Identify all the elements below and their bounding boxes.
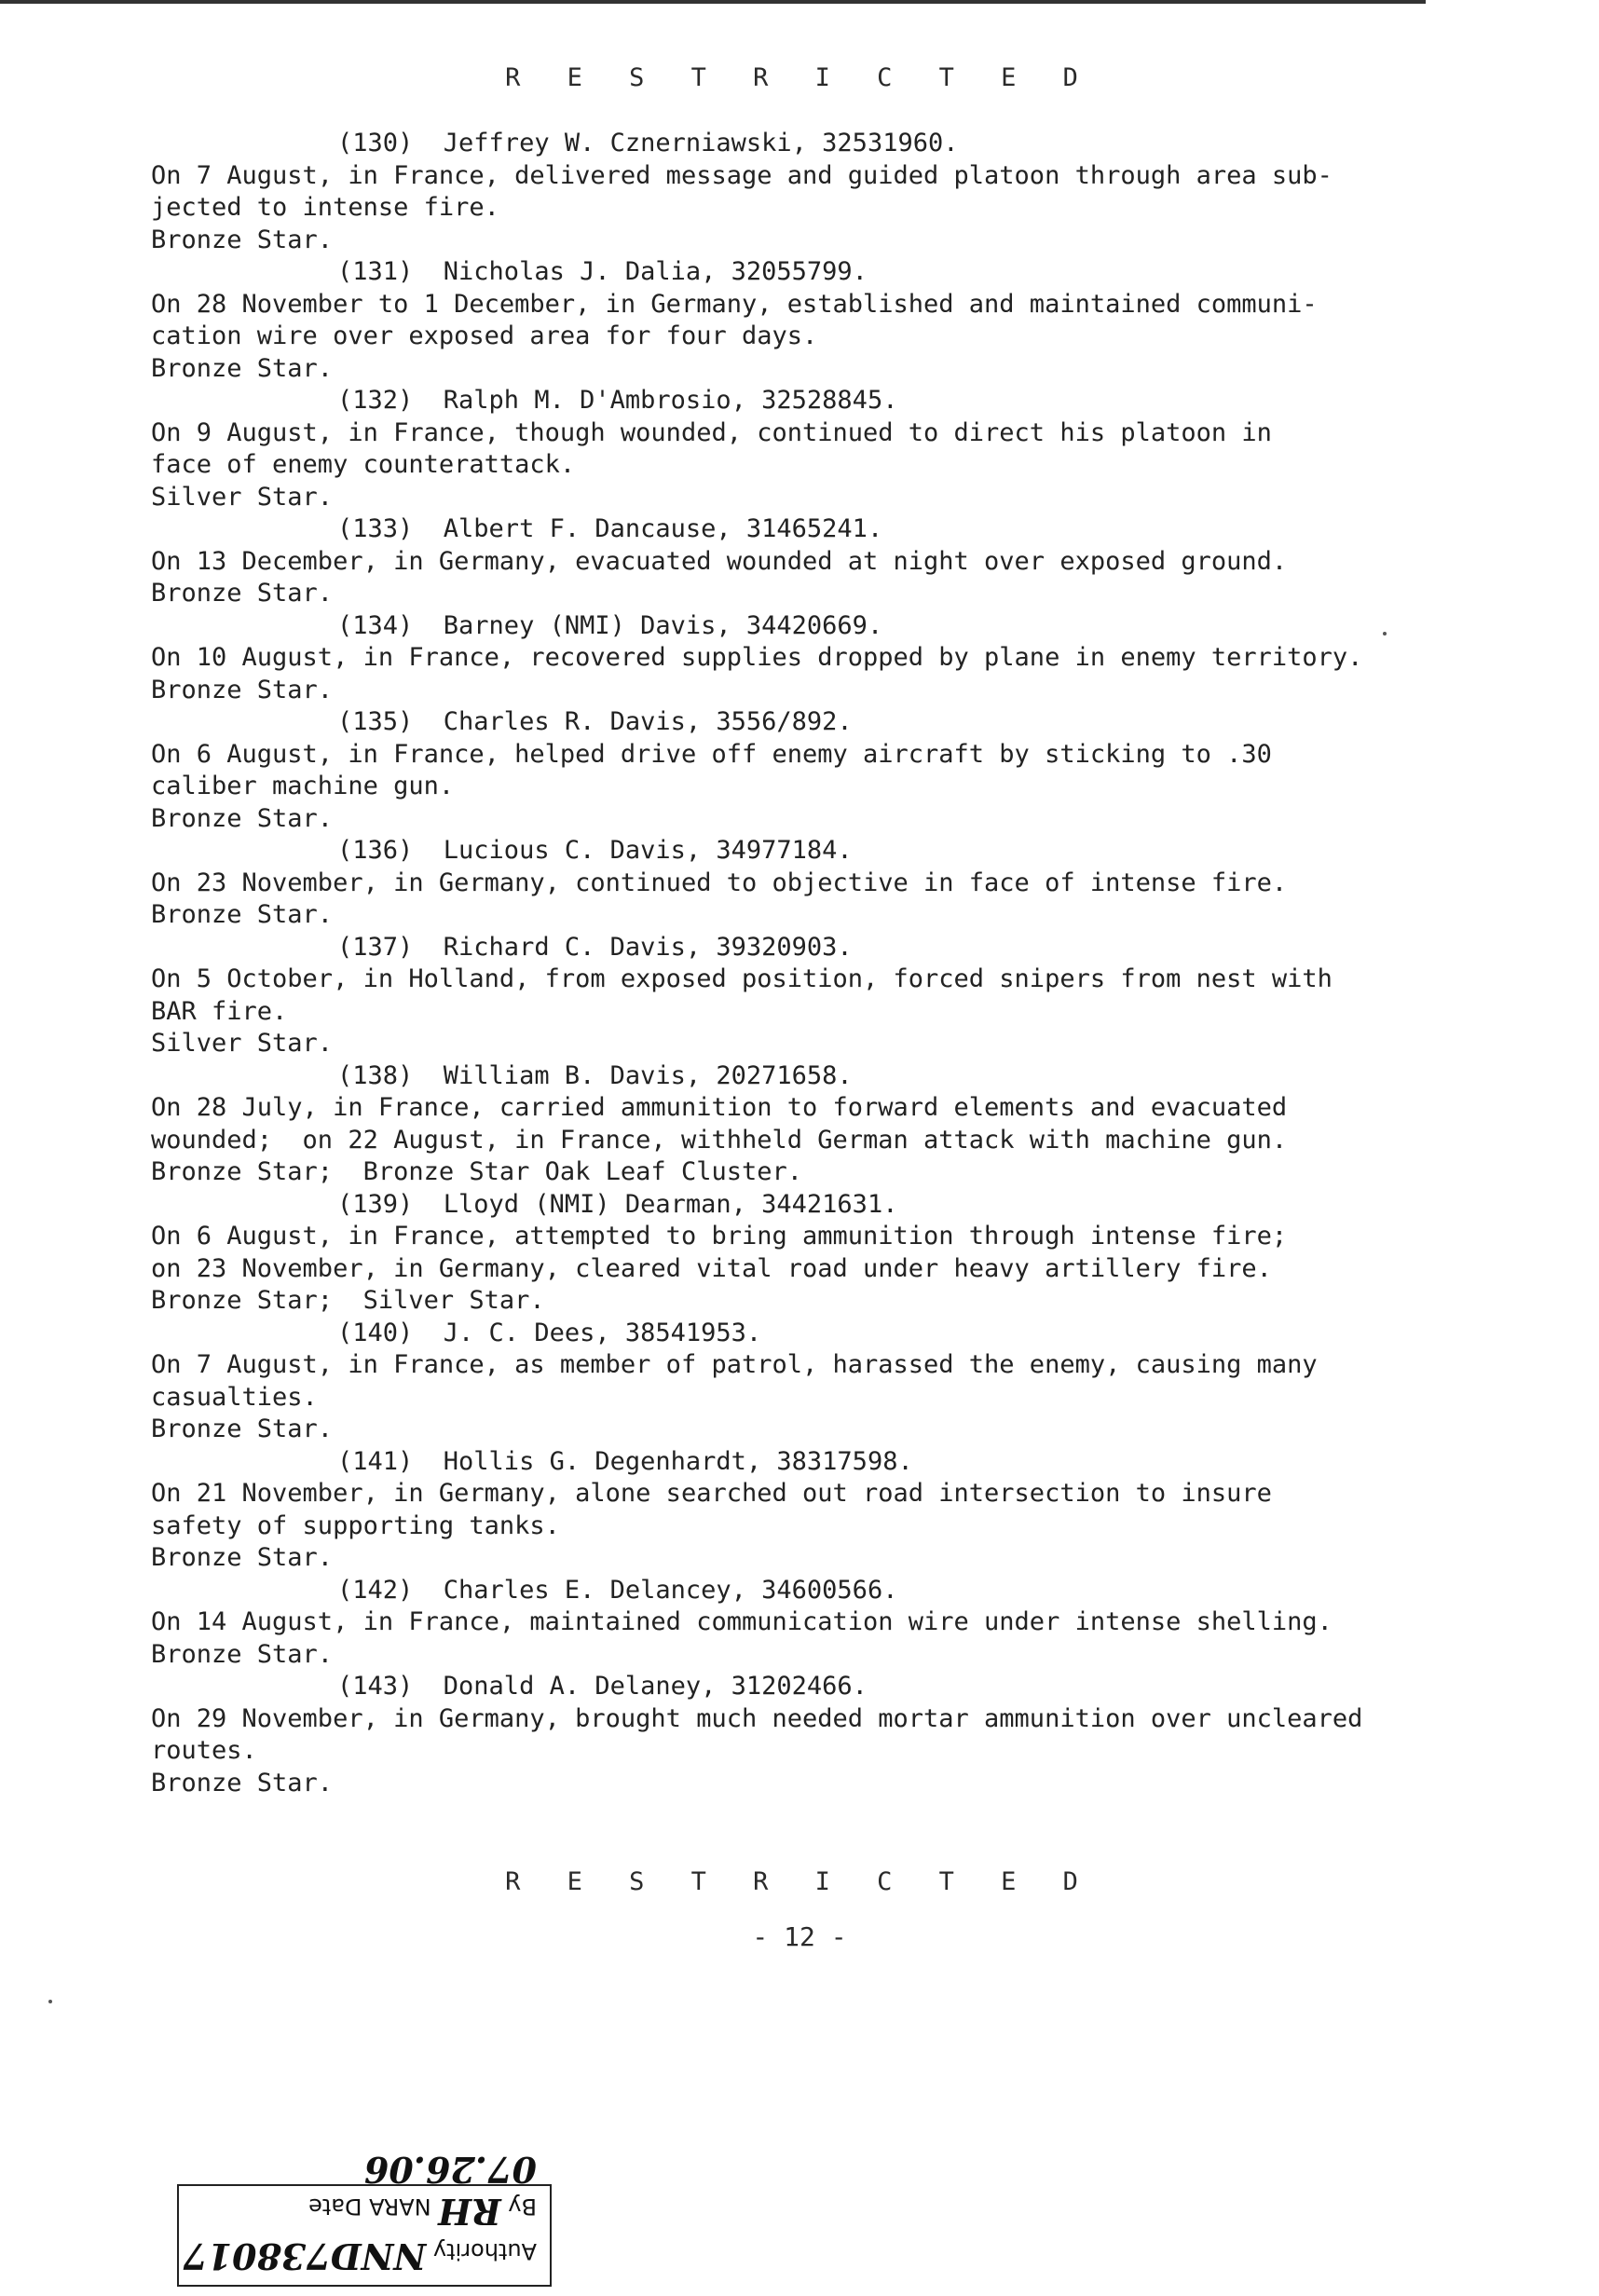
entry-heading: (137) Richard C. Davis, 39320903. [337, 932, 853, 962]
entry-text-line: On 13 December, in Germany, evacuated wounded at night over exposed ground. [151, 546, 1288, 576]
header-restricted-mark: R E S T R I C T E D [505, 63, 1094, 92]
scan-speck [48, 2000, 52, 2003]
entry-text-line: caliber machine gun. [151, 772, 455, 800]
entry-heading: (139) Lloyd (NMI) Dearman, 34421631. [337, 1189, 898, 1219]
entry-text-line: Bronze Star. [151, 900, 334, 929]
entry-text-line: Bronze Star; Bronze Star Oak Leaf Cluster. [151, 1157, 802, 1186]
entry-text-line: On 6 August, in France, helped drive off enemy aircraft by sticking to .30 [151, 739, 1272, 769]
entry-heading: (143) Donald A. Delaney, 31202466. [337, 1672, 868, 1701]
top-border-line [0, 0, 1426, 4]
entry-heading: (135) Charles R. Davis, 3556/892. [337, 707, 853, 736]
entry-text-line: On 28 July, in France, carried ammunition to forward elements and evacuated [151, 1093, 1288, 1122]
stamp-by-label: By [508, 2194, 537, 2220]
entry-heading: (133) Albert F. Dancause, 31465241. [337, 514, 883, 543]
declassification-stamp [177, 2149, 552, 2287]
entry-text-line: On 9 August, in France, though wounded, continued to direct his platoon in [151, 417, 1272, 447]
entry-text-line: Bronze Star. [151, 675, 334, 704]
entry-text-line: wounded; on 22 August, in France, withheld German attack with machine gun. [151, 1125, 1288, 1155]
entry-text-line: on 23 November, in Germany, cleared vital road under heavy artillery fire. [151, 1253, 1272, 1283]
entry-heading: (131) Nicholas J. Dalia, 32055799. [337, 257, 868, 286]
entry-text-line: Silver Star. [151, 482, 334, 512]
entry-text-line: On 5 October, in Holland, from exposed position, forced snipers from nest with [151, 964, 1332, 993]
stamp-authority-line [183, 2235, 537, 2277]
entry-text-line: On 7 August, in France, delivered message and guided platoon through area sub- [151, 160, 1332, 190]
stamp-date-label: NARA Date [308, 2194, 431, 2220]
footer-restricted-mark: R E S T R I C T E D [505, 1867, 1094, 1896]
entry-text-line: Silver Star. [151, 1029, 334, 1058]
entry-text-line: On 6 August, in France, attempted to bring ammunition through intense fire; [151, 1222, 1288, 1250]
entry-heading: (136) Lucious C. Davis, 34977184. [337, 836, 853, 865]
stamp-initials: RH [438, 2191, 501, 2233]
entry-text-line: routes. [151, 1736, 257, 1765]
entry-text-line: Bronze Star. [151, 803, 334, 833]
entry-text-line: On 28 November to 1 December, in Germany, established and maintained communi- [151, 289, 1318, 319]
entry-text-line: Bronze Star. [151, 1639, 334, 1669]
entry-text-line: On 29 November, in Germany, brought much needed mortar ammunition over uncleared [151, 1703, 1363, 1733]
entry-text-line: On 21 November, in Germany, alone searched out road intersection to insure [151, 1479, 1272, 1508]
entry-text-line: safety of supporting tanks. [151, 1510, 560, 1540]
entry-text-line: On 10 August, in France, recovered supplies dropped by plane in enemy territory. [151, 643, 1363, 672]
entry-text-line: BAR fire. [151, 996, 288, 1026]
entry-heading: (132) Ralph M. D'Ambrosio, 32528845. [337, 386, 898, 415]
entry-heading: (130) Jeffrey W. Cznerniawski, 32531960. [337, 129, 959, 157]
entry-heading: (140) J. C. Dees, 38541953. [337, 1318, 762, 1347]
entry-text-line: Bronze Star. [151, 1543, 334, 1572]
entry-text-line: cation wire over exposed area for four days. [151, 321, 818, 350]
entry-text-line: Bronze Star. [151, 1768, 334, 1797]
stamp-authority-number: NND738017 [183, 2235, 427, 2277]
entry-text-line: Bronze Star. [151, 353, 334, 383]
stamp-date-line [179, 2149, 537, 2233]
entry-text-line: casualties. [151, 1382, 318, 1412]
entry-text-line: Bronze Star. [151, 1414, 334, 1443]
entry-heading: (141) Hollis G. Degenhardt, 38317598. [337, 1446, 913, 1476]
entry-heading: (142) Charles E. Delancey, 34600566. [337, 1575, 898, 1605]
scan-speck [1383, 632, 1387, 636]
entry-heading: (134) Barney (NMI) Davis, 34420669. [337, 610, 883, 640]
award-entries-list [151, 128, 1446, 1799]
entry-text-line: On 7 August, in France, as member of patrol, harassed the enemy, causing many [151, 1350, 1318, 1379]
entry-text-line: Bronze Star; Silver Star. [151, 1286, 545, 1315]
stamp-date: 07.26.06 [363, 2149, 537, 2191]
entry-heading: (138) William B. Davis, 20271658. [337, 1060, 853, 1090]
entry-text-line: jected to intense fire. [151, 193, 499, 222]
entry-text-line: Bronze Star. [151, 579, 334, 608]
entry-text-line: On 14 August, in France, maintained communication wire under intense shelling. [151, 1607, 1332, 1636]
entry-text-line: Bronze Star. [151, 225, 334, 254]
entry-text-line: On 23 November, in Germany, continued to objective in face of intense fire. [151, 868, 1288, 897]
page-number: - 12 - [752, 1921, 847, 1952]
entry-text-line: face of enemy counterattack. [151, 450, 576, 479]
stamp-authority-label: Authority [432, 2238, 537, 2264]
